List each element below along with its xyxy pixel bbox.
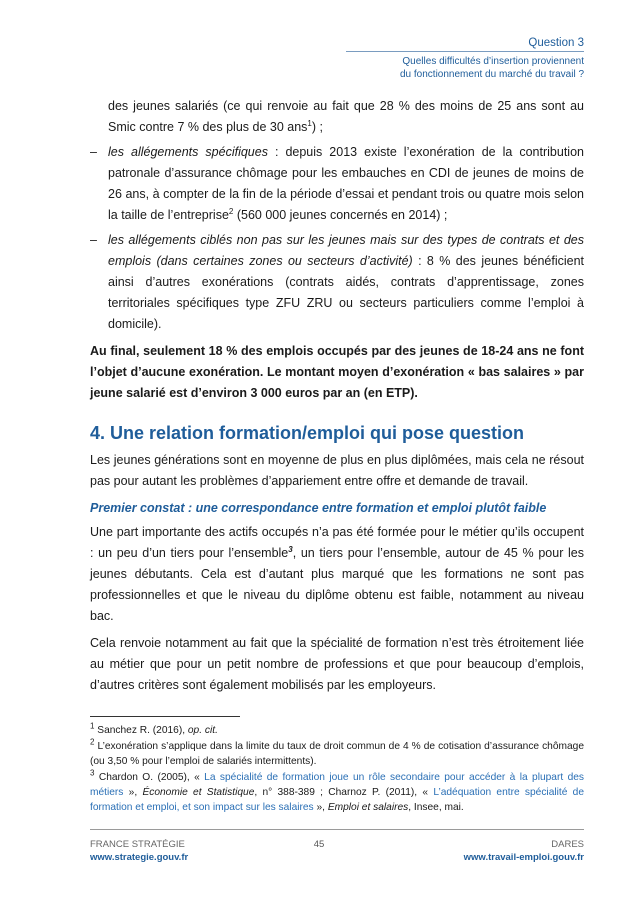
footnote-rule: [90, 716, 240, 717]
footnote-text: Sanchez R. (2016),: [94, 725, 188, 736]
footer-right: [464, 838, 584, 864]
bullet-text: : depuis 2013 existe l’exonération de la contribution patronale d’assurance chômage pour les embauches en CDI de jeunes de moins de 26 ans, à compter de la fin de la période d’essai et pendant trois ou quatre mois selon la taille de l’entreprise: [108, 145, 584, 222]
bullet-dash: –: [90, 233, 97, 247]
bullet-item: [90, 142, 584, 226]
footnote-text: , Insee, mai.: [408, 802, 464, 813]
footnote-ref-3[interactable]: 3: [288, 544, 293, 554]
section-paragraph-1: Les jeunes générations sont en moyenne de plus en plus diplômées, mais cela ne résout pas pour autant les problèmes d’appariement entre offre et demande de travail.: [90, 453, 584, 488]
footnote-text: L’exonération s’applique dans la limite du taux de droit commun de 4 % de cotisation d’assurance chômage (ou 3,50 % pour l’emploi de salariés intermittents).: [90, 741, 584, 767]
footnote-number: 2: [90, 737, 95, 747]
footer-org-left: FRANCE STRATÉGIE: [90, 839, 185, 850]
intro-tail: ) ;: [311, 120, 323, 134]
header-question: Question 3: [528, 37, 584, 49]
footnote-text: Chardon O. (2005), «: [94, 772, 205, 783]
footnote-3: [90, 770, 584, 815]
footnote-italic: op. cit.: [187, 725, 218, 736]
footnote-text: , n° 388-389 ; Charnoz P. (2011), «: [254, 787, 434, 798]
footer-rule: [90, 829, 584, 830]
bullet-item: [90, 230, 584, 335]
footer-org-right: DARES: [551, 839, 584, 850]
intro-paragraph: [90, 96, 584, 138]
footer-link-left[interactable]: www.strategie.gouv.fr: [90, 852, 189, 863]
footnote-ref-2[interactable]: 2: [228, 206, 234, 216]
footer-link-right[interactable]: www.travail-emploi.gouv.fr: [463, 852, 584, 863]
footnote-link-1[interactable]: La spécialité de formation joue un rôle secondaire pour accéder à la plupart des métiers: [90, 772, 584, 798]
bullet-tail: (560 000 jeunes concernés en 2014) ;: [233, 208, 448, 222]
header-subtitle-line1: Quelles difficultés d’insertion proviennent: [402, 56, 584, 67]
subsection-heading: Premier constat : une correspondance entre formation et emploi plutôt faible: [90, 501, 547, 515]
running-header: [400, 36, 584, 81]
bullet-dash: –: [90, 145, 97, 159]
footnote-number: 3: [90, 768, 95, 778]
conclusion-paragraph: Au final, seulement 18 % des emplois occupés par des jeunes de 18-24 ans ne font l’objet d’aucune exonération. Le montant moyen d’exonération « bas salaires » par jeune salarié est d’environ 3 000 euros par an (en ETP).: [90, 344, 584, 400]
footnote-text: »,: [123, 787, 143, 798]
bullet-lead: les allégements spécifiques: [108, 145, 268, 159]
bullet-text: : 8 % des jeunes bénéficient ainsi d’autres exonérations (contrats aidés, contrats d’apprentissage, zones territoriales spécifiques type ZFU ZRU ou secteurs particuliers comme l’emploi à domicile).: [108, 254, 584, 331]
para2-tail: , un tiers pour l’ensemble, autour de 45 % pour les jeunes débutants. Cela est d’autant plus marqué que les formations ne sont pas professionnelles et que le niveau du diplôme obtenu est faible, notamment au niveau bac.: [90, 546, 584, 623]
footnote-1: [90, 723, 584, 738]
header-rule: [346, 51, 584, 52]
bullet-lead: les allégements ciblés non pas sur les jeunes mais sur des types de contrats et des emplois (dans certaines zones ou secteurs d’activité): [108, 233, 584, 268]
footnote-number: 1: [90, 721, 95, 731]
footnote-link-2[interactable]: L’adéquation entre spécialité de formation et emploi, et son impact sur les salaires: [90, 787, 584, 813]
footnote-journal: Emploi et salaires: [327, 802, 409, 813]
footnote-text: »,: [313, 802, 328, 813]
para2-text: Une part importante des actifs occupés n’a pas été formée pour le métier qu’ils occupent : un peu d’un tiers pour l’ensemble: [90, 525, 584, 560]
footnote-ref-1[interactable]: 1: [307, 118, 312, 128]
section-heading: 4. Une relation formation/emploi qui pose question: [90, 423, 525, 443]
footnote-2: [90, 739, 584, 769]
footnotes: [90, 723, 584, 816]
header-subtitle: [400, 55, 584, 81]
section-paragraph-3: Cela renvoie notamment au fait que la spécialité de formation n’est très étroitement liée au métier que pour un petit nombre de professions et que pour beaucoup d’emplois, d’autres critères sont également mobilisés par les employeurs.: [90, 636, 584, 692]
page-body: [90, 96, 584, 696]
page-number: 45: [313, 839, 325, 850]
footnote-journal: Économie et Statistique: [142, 787, 255, 798]
header-subtitle-line2: du fonctionnement du marché du travail ?: [400, 69, 584, 80]
intro-text: des jeunes salariés (ce qui renvoie au fait que 28 % des moins de 25 ans sont au Smic contre 7 % des plus de 30 ans: [108, 99, 584, 134]
section-paragraph-2: [90, 522, 584, 627]
